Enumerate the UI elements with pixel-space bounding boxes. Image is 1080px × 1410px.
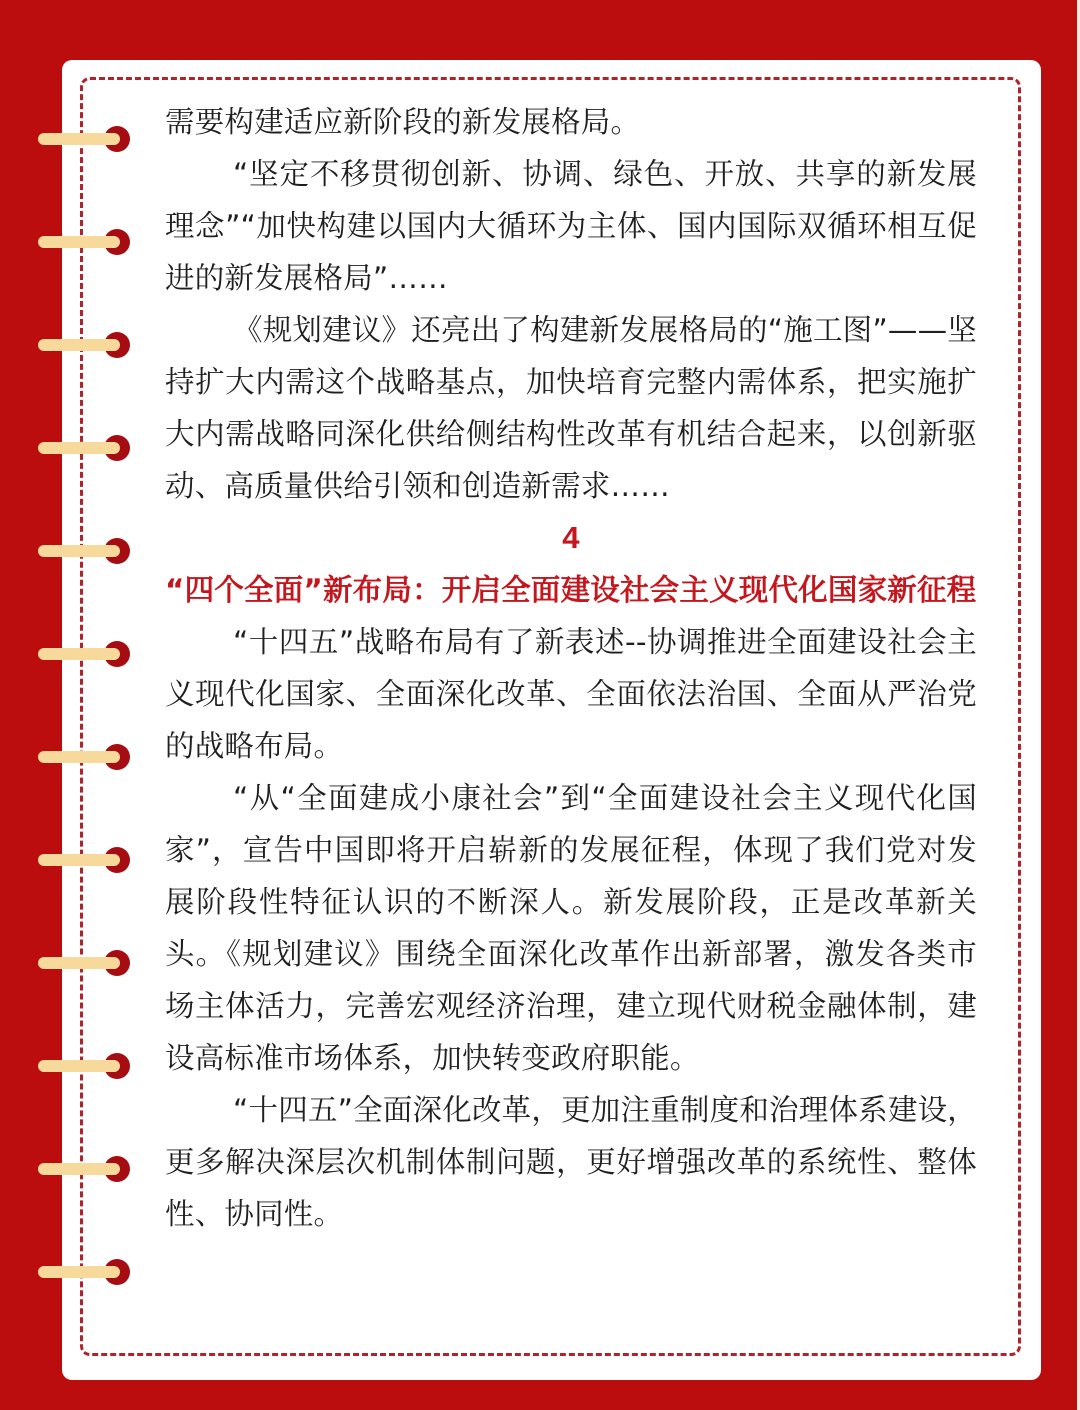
paragraph: 《规划建议》还亮出了构建新发展格局的“施工图”——坚持扩大内需这个战略基点，加快培育完整内需体系，把实施扩大内需战略同深化供给侧结构性改革有机结合起来，以创新驱动、高质量供给引领和创造新需求…… xyxy=(165,313,977,503)
binder-ring-icon xyxy=(38,228,134,256)
binder-ring-icon xyxy=(38,949,134,977)
binder-ring-icon xyxy=(38,331,134,359)
article-body xyxy=(165,96,977,1240)
binder-ring-icon xyxy=(38,434,134,462)
binder-ring-icon xyxy=(38,1155,134,1183)
paragraph: “十四五”全面深化改革，更加注重制度和治理体系建设，更多解决深层次机制体制问题，更好增强改革的系统性、整体性、协同性。 xyxy=(165,1093,977,1231)
ring-bar-icon xyxy=(38,545,120,557)
ring-bar-icon xyxy=(38,1266,120,1278)
ring-bar-icon xyxy=(38,442,120,454)
paragraph: 需要构建适应新阶段的新发展格局。 xyxy=(165,105,641,139)
binder-ring-icon xyxy=(38,846,134,874)
ring-bar-icon xyxy=(38,854,120,866)
section-title: “四个全面”新布局：开启全面建设社会主义现代化国家新征程 xyxy=(165,573,977,607)
ring-bar-icon xyxy=(38,1163,120,1175)
paragraph: “十四五”战略布局有了新表述--协调推进全面建设社会主义现代化国家、全面深化改革、全面依法治国、全面从严治党的战略布局。 xyxy=(165,625,977,763)
binder-ring-icon xyxy=(38,640,134,668)
ring-bar-icon xyxy=(38,133,120,145)
ring-bar-icon xyxy=(38,751,120,763)
ring-bar-icon xyxy=(38,648,120,660)
binder-rings xyxy=(0,0,140,1410)
ring-bar-icon xyxy=(38,339,120,351)
binder-ring-icon xyxy=(38,537,134,565)
binder-ring-icon xyxy=(38,1258,134,1286)
section-number: 4 xyxy=(562,520,580,555)
binder-ring-icon xyxy=(38,125,134,153)
paragraph: “从“全面建成小康社会”到“全面建设社会主义现代化国家”，宣告中国即将开启崭新的发展征程，体现了我们党对发展阶段性特征认识的不断深人。新发展阶段，正是改革新关头。《规划建议》围绕全面深化改革作出新部署，激发各类市场主体活力，完善宏观经济治理，建立现代财税金融体制，建设高标准市场体系，加快转变政府职能。 xyxy=(165,781,977,1075)
ring-bar-icon xyxy=(38,1060,120,1072)
binder-ring-icon xyxy=(38,743,134,771)
paragraph: “坚定不移贯彻创新、协调、绿色、开放、共享的新发展理念”“加快构建以国内大循环为主体、国内国际双循环相互促进的新发展格局”…… xyxy=(165,157,977,295)
ring-bar-icon xyxy=(38,957,120,969)
binder-ring-icon xyxy=(38,1052,134,1080)
ring-bar-icon xyxy=(38,236,120,248)
